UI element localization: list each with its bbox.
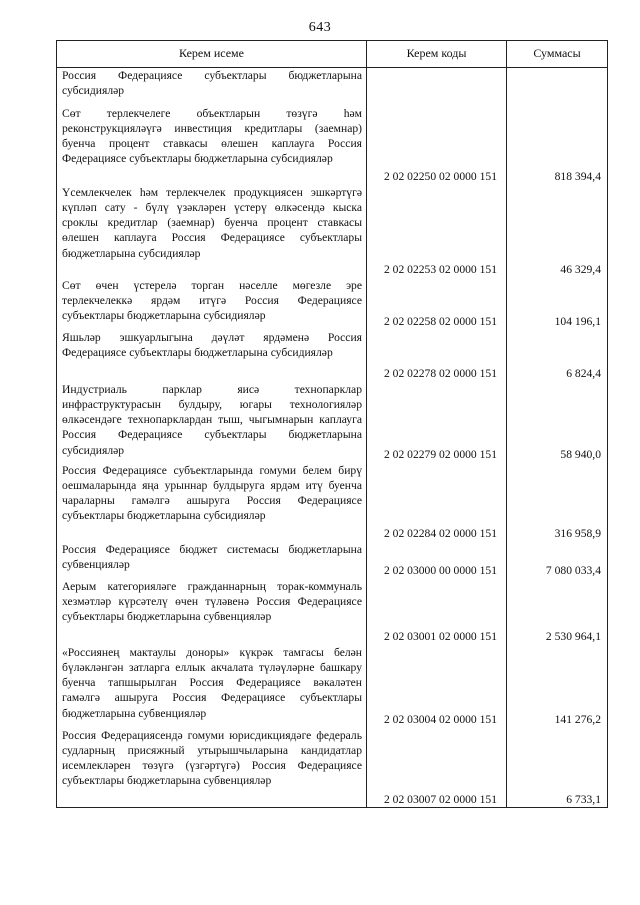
page-number: 643 xyxy=(308,20,332,35)
row-code: 2 02 02253 02 0000 151 xyxy=(367,185,507,278)
row-sum: 818 394,4 xyxy=(507,106,608,185)
row-code: 2 02 02284 02 0000 151 xyxy=(367,463,507,542)
header-name: Керем исеме xyxy=(57,41,367,68)
row-code: 2 02 03001 02 0000 151 xyxy=(367,579,507,645)
table-row xyxy=(57,330,608,382)
row-name: Яшьләр эшкуарлыгына дәүләт ярдәменә Россия Федерациясе субъектлары бюджетларына субсидияләр xyxy=(57,330,367,382)
table-row xyxy=(57,382,608,463)
row-code: 2 02 02278 02 0000 151 xyxy=(367,330,507,382)
row-name: Сөт терлекчелеге объектларын төзүгә һәм реконструкцияләүгә инвестиция кредитлары (заемнар) буенча процент ставкасы өлешен каплауга Россия Федерациясе субъектлары бюджетларына субсидияләр xyxy=(57,106,367,185)
row-name: «Россиянең мактаулы доноры» күкрәк тамгасы белән бүләкләнгән затларга еллык акчалата түләүләрне башкару буенча тапшырылган Россия Федерациясе вәкаләтен гамәлгә ашыруга Россия Федерациясе субъектлары бюджетларына субвенцияләр xyxy=(57,645,367,728)
row-sum: 6 824,4 xyxy=(507,330,608,382)
row-code: 2 02 03007 02 0000 151 xyxy=(367,728,507,808)
header-sum: Суммасы xyxy=(507,41,608,68)
table-row xyxy=(57,278,608,330)
row-sum: 316 958,9 xyxy=(507,463,608,542)
table-row xyxy=(57,68,608,106)
row-sum xyxy=(507,68,608,106)
row-name: Аерым категорияләге гражданнарның торак-коммуналь хезмәтләр күрсәтелү өчен түләвенә Россия Федерациясе субъектлары бюджетларына субвенцияләр xyxy=(57,579,367,645)
row-name: Россия Федерациясе субъектларында гомуми белем бирү оешмаларында яңа урыннар булдыруга ярдәм итү буенча чараларны гамәлгә ашыруга Россия Федерациясе субъектлары бюджетларына субсидияләр xyxy=(57,463,367,542)
row-code: 2 02 02250 02 0000 151 xyxy=(367,106,507,185)
row-sum: 141 276,2 xyxy=(507,645,608,728)
row-sum: 46 329,4 xyxy=(507,185,608,278)
table-row xyxy=(57,645,608,728)
row-name: Россия Федерациясе бюджет системасы бюджетларына субвенцияләр xyxy=(57,542,367,579)
row-sum: 2 530 964,1 xyxy=(507,579,608,645)
row-sum: 6 733,1 xyxy=(507,728,608,808)
row-code: 2 02 03004 02 0000 151 xyxy=(367,645,507,728)
row-code: 2 02 02279 02 0000 151 xyxy=(367,382,507,463)
row-sum: 104 196,1 xyxy=(507,278,608,330)
table-row xyxy=(57,463,608,542)
table-row xyxy=(57,579,608,645)
table-header-row xyxy=(57,41,608,68)
row-name: Үсемлекчелек һәм терлекчелек продукциясен эшкәртүгә күпләп сату - бүлү үзәкләрен үстерү өлкәсендә кыска сроклы кредитлар (заемнар) буенча процент ставкасы өлешен каплауга Россия Федерациясе субъектлары бюджетларына субсидияләр xyxy=(57,185,367,278)
table-row xyxy=(57,728,608,808)
row-sum: 58 940,0 xyxy=(507,382,608,463)
row-sum: 7 080 033,4 xyxy=(507,542,608,579)
row-code: 2 02 02258 02 0000 151 xyxy=(367,278,507,330)
row-code: 2 02 03000 00 0000 151 xyxy=(367,542,507,579)
row-name: Сөт өчен үстерелә торган нәселле мөгезле эре терлекчелеккә ярдәм итүгә Россия Федерациясе субъектлары бюджетларына субсидияләр xyxy=(57,278,367,330)
table-row xyxy=(57,542,608,579)
row-name: Индустриаль парклар яисә технопарклар инфраструктурасын булдыру, югары технологияләр өлкәсендәге технопарклардан тыш, чыгымнарын каплауга Россия Федерациясе субъектлары бюджетларына субсидияләр xyxy=(57,382,367,463)
row-name: Россия Федерациясе субъектлары бюджетларына субсидияләр xyxy=(57,68,367,106)
table-row xyxy=(57,106,608,185)
table-row xyxy=(57,185,608,278)
budget-table xyxy=(56,40,608,808)
header-code: Керем коды xyxy=(367,41,507,68)
row-code xyxy=(367,68,507,106)
row-name: Россия Федерациясендә гомуми юрисдикциядәге федераль судларның присяжный утырышчыларына кандидатлар исемлекләрен төзүгә (үзгәртүгә) Россия Федерациясе субъектлары бюджетларына субвенцияләр xyxy=(57,728,367,808)
